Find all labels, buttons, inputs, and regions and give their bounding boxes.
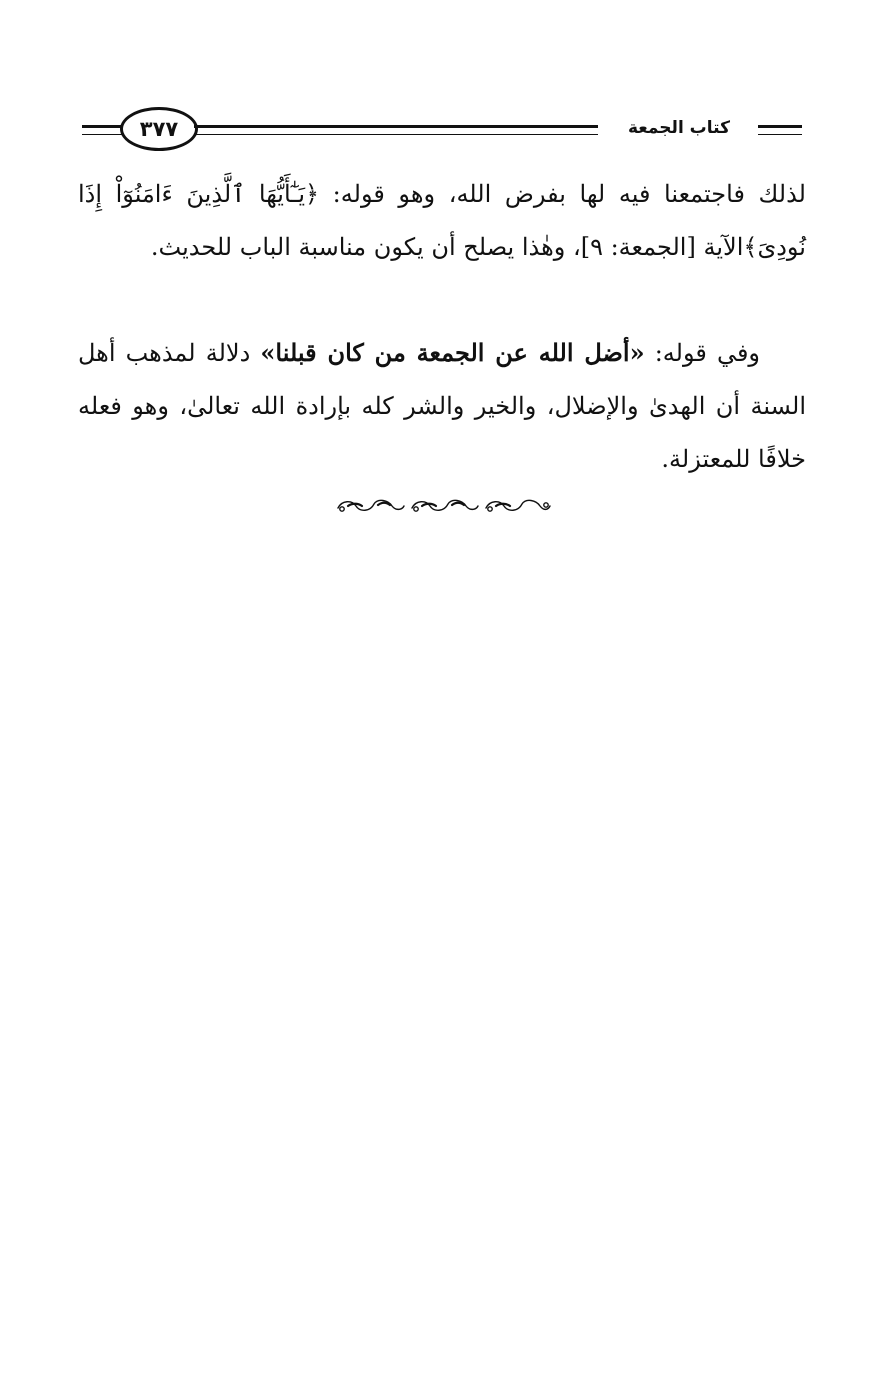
running-title: كتاب الجمعة: [628, 118, 730, 138]
page-number: ٣٧٧: [139, 116, 179, 141]
para1-text-after-quran: الآية [الجمعة: ٩]، وهٰذا يصلح أن يكون مناسبة الباب للحديث.: [150, 233, 744, 261]
header-rule-middle: [194, 125, 598, 135]
paragraph-2: [78, 326, 806, 486]
para2-rest: دلالة لمذهب أهل السنة أن الهدىٰ والإضلال، والخير والشر كله بإرادة الله تعالىٰ، وهو فعله خلافًا للمعتزلة.: [78, 339, 806, 473]
section-end-ornament-icon: [334, 494, 554, 518]
hadith-quote: «أضل الله عن الجمعة من كان قبلنا»: [260, 338, 645, 367]
para2-lead: وفي قوله:: [644, 339, 761, 367]
page-number-badge: [120, 107, 198, 151]
para1-text-before-quran: لذلك فاجتمعنا فيه لها بفرض الله، وهو قوله:: [319, 180, 806, 208]
quran-open-bracket: ﴿: [305, 180, 320, 208]
quran-verse: يَـٰٓأَيُّهَا ٱلَّذِينَ ءَامَنُوٓاْ إِذَا نُودِىَ: [78, 180, 806, 261]
header-rule-left: [82, 125, 124, 135]
running-header: [82, 104, 802, 156]
paragraph-1: [78, 168, 806, 274]
header-rule-right: [758, 125, 802, 135]
quran-close-bracket: ﴾: [743, 233, 758, 261]
